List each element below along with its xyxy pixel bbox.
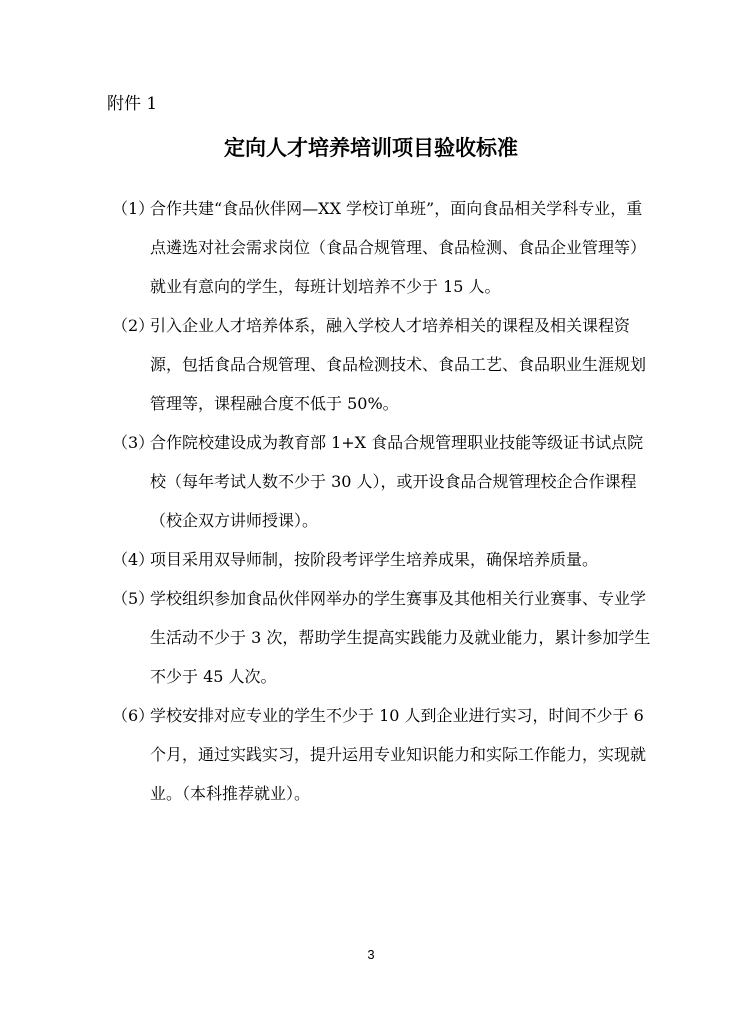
criteria-item — [112, 696, 652, 813]
criteria-item-number: （3） — [112, 433, 155, 452]
criteria-item-text: 合作院校建设成为教育部 1+X 食品合规管理职业技能等级证书试点院校（每年考试人数不少于 30 人），或开设食品合规管理校企合作课程（校企双方讲师授课）。 — [150, 433, 644, 530]
criteria-item-text: 项目采用双导师制，按阶段考评学生培养成果，确保培养质量。 — [150, 550, 599, 569]
criteria-item-text: 引入企业人才培养体系，融入学校人才培养相关的课程及相关课程资源，包括食品合规管理、食品检测技术、食品工艺、食品职业生涯规划管理等，课程融合度不低于 50%。 — [150, 316, 647, 413]
page-number: 3 — [367, 947, 375, 962]
criteria-item — [112, 423, 652, 540]
criteria-item-number: （1） — [112, 199, 155, 218]
criteria-item-text: 合作共建“食品伙伴网—XX 学校订单班”，面向食品相关学科专业，重点遴选对社会需求岗位（食品合规管理、食品检测、食品企业管理等）就业有意向的学生，每班计划培养不少于 15 人。 — [150, 199, 647, 296]
criteria-item-text: 学校安排对应专业的学生不少于 10 人到企业进行实习，时间不少于 6 个月，通过实践实习，提升运用专业知识能力和实际工作能力，实现就业。（本科推荐就业）。 — [150, 706, 647, 803]
criteria-item — [112, 306, 652, 423]
criteria-item — [112, 540, 652, 579]
criteria-item-number: （6） — [112, 706, 155, 725]
document-title: 定向人才培养培训项目验收标准 — [224, 135, 518, 160]
criteria-item — [112, 189, 652, 306]
attachment-label: 附件 1 — [107, 94, 158, 114]
criteria-item-text: 学校组织参加食品伙伴网举办的学生赛事及其他相关行业赛事、专业学生活动不少于 3 次，帮助学生提高实践能力及就业能力，累计参加学生不少于 45 人次。 — [150, 589, 651, 686]
criteria-item-number: （2） — [112, 316, 155, 335]
criteria-item — [112, 579, 652, 696]
criteria-item-number: （4） — [112, 550, 155, 569]
criteria-item-number: （5） — [112, 589, 155, 608]
criteria-list — [112, 189, 652, 813]
